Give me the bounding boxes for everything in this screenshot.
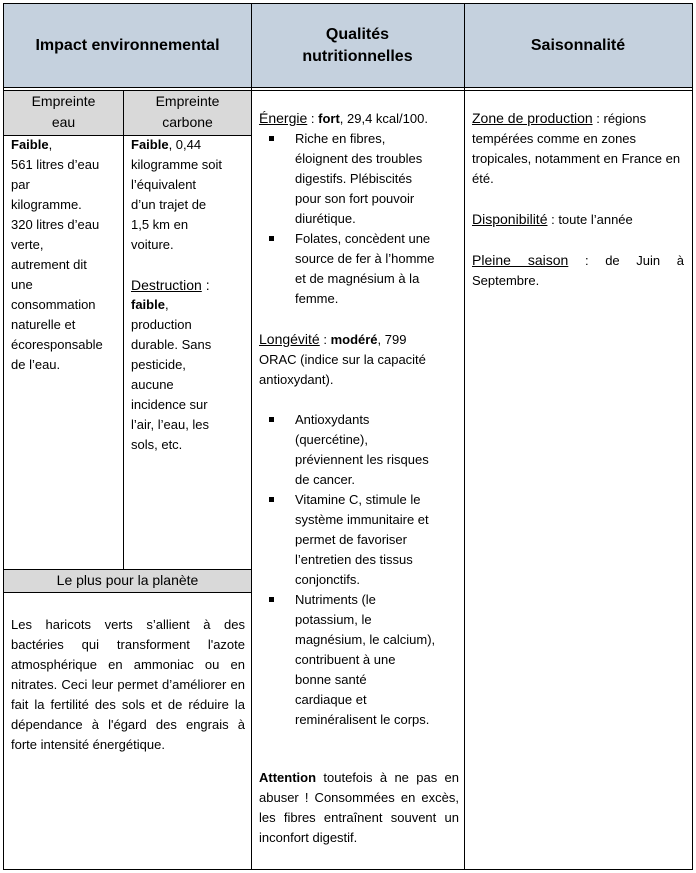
destruction-sep: : (201, 277, 210, 293)
cell-eau: Faible, 561 litres d’eau par kilogramme. 320 litres d’eau verte, autrement dit une consommation naturelle et écoresponsable de l’eau. (11, 135, 121, 375)
carbone-line: d’un trajet de (131, 197, 207, 212)
cell-carbone (131, 135, 249, 455)
bullet-line: Nutriments (le (295, 592, 376, 607)
longevite-line: antioxydant). (259, 372, 334, 387)
bullet-line: potassium, le (295, 612, 372, 627)
planet-text: Les haricots verts s’allient à des bactéries qui transforment l'azote atmosphérique en ammoniac ou en nitrates. Ceci leur permet d’améliorer en fait la fertilité des sols et de réduire la dépendance à l'égard des engrais à forte intensité énergétique. (11, 617, 245, 752)
carbone-level-rest: , 0,44 (168, 137, 202, 152)
header-qualites (251, 4, 464, 88)
eau-level: Faible (11, 137, 49, 152)
eau-line: 561 litres d’eau (11, 157, 100, 172)
subheader-eau-line1: Empreinte (31, 93, 96, 109)
eau-line: une (11, 277, 33, 292)
divider-planet-bottom (4, 592, 251, 593)
eau-line: autrement dit (11, 257, 87, 272)
dispo-label: Disponibilité (472, 211, 548, 227)
bullet-line: Folates, concèdent une (295, 231, 431, 246)
longevite-sep: : (319, 332, 331, 347)
energie-label: Énergie (259, 110, 308, 126)
bullet-line: Vitamine C, stimule le (295, 492, 421, 507)
destruction-line: durable. Sans (131, 337, 212, 352)
bullet-line: système immunitaire et (295, 512, 429, 527)
pleine-text: : de Juin à Septembre. (472, 253, 684, 288)
header-qualites-line1: Qualités (325, 25, 390, 43)
header-saison (464, 4, 692, 88)
carbone-line: l’équivalent (131, 177, 197, 192)
bullet-line: préviennent les risques (295, 452, 429, 467)
cell-nutrition (259, 108, 459, 848)
bullet-line: de cancer. (295, 472, 355, 487)
eau-line: par (11, 177, 30, 192)
zone-sep: : (592, 111, 604, 126)
eau-line: de l’eau. (11, 357, 61, 372)
header-qualites-line2: nutritionnelles (302, 47, 413, 65)
subheader-carbone-line2: carbone (162, 114, 213, 130)
divider-col3-top (465, 90, 692, 91)
planet-header-label: Le plus pour la planète (56, 572, 199, 588)
destruction-line: pesticide, (131, 357, 186, 372)
eau-line: verte, (11, 237, 44, 252)
subheader-planet (4, 570, 251, 592)
bullet-line: digestifs. Plébiscités (295, 171, 413, 186)
destruction-label: Destruction (131, 277, 202, 293)
subheader-eau-line2: eau (51, 114, 76, 130)
dispo-text: : toute l’année (547, 212, 633, 227)
bullet-line: pour son fort pouvoir (295, 191, 415, 206)
longevite-level: modéré (330, 332, 378, 347)
divider-col2-top (252, 90, 464, 91)
bullet-line: (quercétine), (295, 432, 368, 447)
list-item (259, 590, 459, 730)
destruction-line: incidence sur (131, 397, 208, 412)
list-item (259, 410, 459, 490)
energie-sep: : (307, 111, 319, 126)
destruction-line: production (131, 317, 192, 332)
carbone-level: Faible (131, 137, 169, 152)
divider-eau-carbone (123, 90, 124, 569)
subheader-carbone (124, 91, 251, 135)
bullet-line: Riche en fibres, (295, 131, 386, 146)
bullet-line: source de fer à l’homme (295, 251, 435, 266)
longevite-line: ORAC (indice sur la capacité (259, 352, 426, 367)
longevite-bullets (259, 410, 459, 730)
carbone-line: kilogramme soit (131, 157, 223, 172)
list-item (259, 229, 459, 309)
bullet-line: l’entretien des tissus (295, 552, 413, 567)
bullet-line: contribuent à une (295, 652, 396, 667)
energie-level: fort (318, 111, 340, 126)
bullet-line: et de magnésium à la (295, 271, 420, 286)
energie-bullets (259, 129, 459, 309)
destruction-line: l’air, l’eau, les (131, 417, 210, 432)
subheader-eau (4, 91, 123, 135)
eau-line: consommation (11, 297, 96, 312)
bullet-line: cardiaque et (295, 692, 367, 707)
destruction-line: sols, etc. (131, 437, 183, 452)
divider-col1 (251, 4, 252, 869)
pleine-label: Pleine saison (472, 252, 569, 268)
bullet-line: Antioxydants (295, 412, 370, 427)
destruction-level-rest: , (164, 297, 169, 312)
table (3, 3, 693, 870)
cell-saison (472, 108, 684, 291)
bullet-line: diurétique. (295, 211, 356, 226)
attention-label: Attention (259, 770, 317, 785)
energie-value: , 29,4 kcal/100. (339, 111, 428, 126)
list-item (259, 490, 459, 590)
header-impact (4, 4, 251, 88)
eau-line: kilogramme. (11, 197, 82, 212)
destruction-line: aucune (131, 377, 174, 392)
divider-col2 (464, 4, 465, 869)
bullet-line: femme. (295, 291, 339, 306)
carbone-line: voiture. (131, 237, 174, 252)
zone-label: Zone de production (472, 110, 593, 126)
attention-note (259, 768, 459, 848)
eau-line: naturelle et (11, 317, 76, 332)
bullet-line: magnésium, le calcium), (295, 632, 436, 647)
carbone-line: 1,5 km en (131, 217, 189, 232)
bullet-line: conjonctifs. (295, 572, 361, 587)
longevite-value: , 799 (377, 332, 407, 347)
bullet-line: permet de favoriser (295, 532, 407, 547)
zone-text: régions tempérées comme en zones tropicales, notamment en France en été. (472, 111, 681, 186)
subheader-carbone-line1: Empreinte (155, 93, 220, 109)
header-impact-label: Impact environnemental (35, 36, 220, 54)
attention-text: toutefois à ne pas en abuser ! Consommées en excès, les fibres entraînent souvent un inconfort digestif. (259, 770, 459, 845)
eau-line: 320 litres d’eau (11, 217, 100, 232)
destruction-level: faible (131, 297, 165, 312)
longevite-label: Longévité (259, 331, 320, 347)
bullet-line: bonne santé (295, 672, 367, 687)
header-saison-label: Saisonnalité (530, 36, 626, 54)
bullet-line: éloignent des troubles (295, 151, 423, 166)
eau-line: écoresponsable (11, 337, 103, 352)
list-item (259, 129, 459, 229)
bullet-line: reminéralisent le corps. (295, 712, 430, 727)
